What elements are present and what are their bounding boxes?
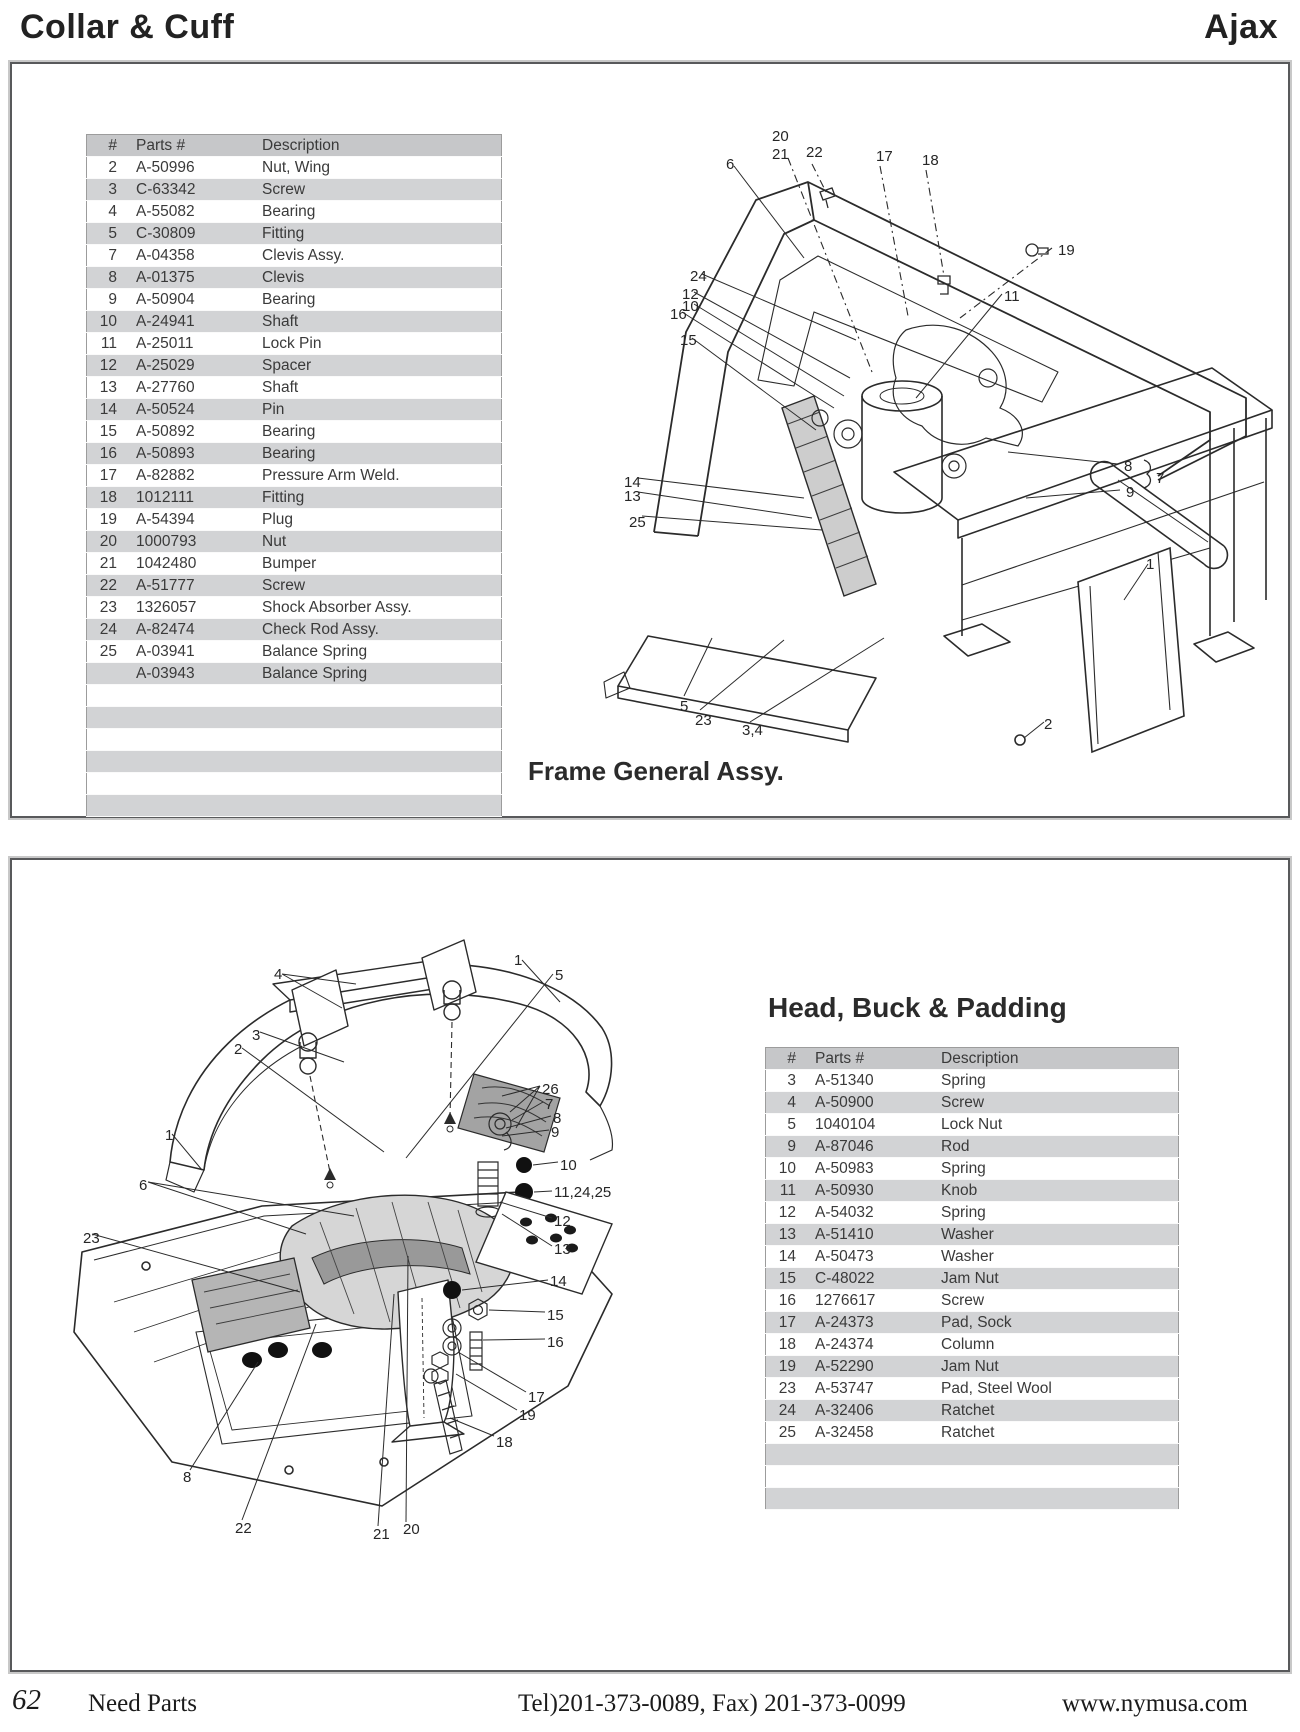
- table-row: 5 1040104 Lock Nut: [766, 1114, 1179, 1136]
- table-row: 19 A-54394 Plug: [87, 509, 502, 531]
- callout-12: 12: [682, 286, 699, 303]
- callout-11: 11: [1004, 288, 1020, 305]
- callout-24: 24: [690, 268, 707, 285]
- callout-21: 21: [772, 146, 789, 163]
- table-row: 15 A-50892 Bearing: [87, 421, 502, 443]
- table-row: 22 A-51777 Screw: [87, 575, 502, 597]
- callout-16: 16: [547, 1334, 564, 1351]
- callout-9: 9: [551, 1124, 560, 1141]
- table-row: 19 A-52290 Jam Nut: [766, 1356, 1179, 1378]
- callout-7: 7: [545, 1096, 554, 1113]
- table-row: 10 A-24941 Shaft: [87, 311, 502, 333]
- callout-18: 18: [922, 152, 939, 169]
- callout-13: 13: [624, 488, 641, 505]
- table-row: 25 A-03941 Balance Spring: [87, 641, 502, 663]
- callout-23: 23: [695, 712, 712, 729]
- callout-23: 23: [83, 1230, 100, 1247]
- page-number: 62: [12, 1684, 41, 1716]
- callout-5: 5: [555, 967, 564, 984]
- head-buck-padding-panel: [10, 858, 1290, 1672]
- callout-16: 16: [670, 306, 687, 323]
- callout-8: 8: [1124, 458, 1133, 475]
- table-header-row: [87, 135, 502, 157]
- empty-row: [766, 1488, 1179, 1510]
- col-number: #: [766, 1048, 802, 1070]
- table-row: 25 A-32458 Ratchet: [766, 1422, 1179, 1444]
- table-row: 23 A-53747 Pad, Steel Wool: [766, 1378, 1179, 1400]
- col-number: #: [87, 135, 123, 157]
- callout-4: 4: [274, 966, 283, 983]
- callout-1: 1: [1146, 556, 1155, 573]
- table-row: 9 A-87046 Rod: [766, 1136, 1179, 1158]
- callout-14: 14: [550, 1273, 567, 1290]
- callout-9: 9: [1126, 484, 1135, 501]
- table-header-row: [766, 1048, 1179, 1070]
- footer-website: www.nymusa.com: [1062, 1690, 1248, 1717]
- table-row: 21 1042480 Bumper: [87, 553, 502, 575]
- callout-19: 19: [1058, 242, 1075, 259]
- callout-10: 10: [682, 298, 699, 315]
- callout-18: 18: [496, 1434, 513, 1451]
- empty-row: [87, 751, 502, 773]
- callout-8: 8: [553, 1110, 562, 1127]
- callout-20: 20: [403, 1521, 420, 1538]
- callout-17: 17: [528, 1389, 545, 1406]
- table-row: 13 A-51410 Washer: [766, 1224, 1179, 1246]
- frame-assembly-panel: [10, 62, 1290, 818]
- callout-26: 26: [542, 1081, 559, 1098]
- head-diagram-art: [54, 862, 694, 1602]
- table-row: 16 1276617 Screw: [766, 1290, 1179, 1312]
- callout-15: 15: [680, 332, 697, 349]
- callout-8: 8: [183, 1469, 192, 1486]
- table-row: 18 A-24374 Column: [766, 1334, 1179, 1356]
- page-title: Collar & Cuff: [20, 8, 235, 46]
- frame-parts-table: [86, 134, 502, 817]
- empty-row: [766, 1466, 1179, 1488]
- empty-row: [87, 795, 502, 817]
- table-row: 15 C-48022 Jam Nut: [766, 1268, 1179, 1290]
- head-diagram: [54, 862, 694, 1602]
- table-row: 3 C-63342 Screw: [87, 179, 502, 201]
- callout-20: 20: [772, 128, 789, 145]
- callout-5: 5: [680, 698, 689, 715]
- callout-17: 17: [876, 148, 893, 165]
- footer-need-parts: Need Parts: [88, 1690, 197, 1717]
- callout-6: 6: [726, 156, 735, 173]
- table-row: 23 1326057 Shock Absorber Assy.: [87, 597, 502, 619]
- callout-22: 22: [806, 144, 823, 161]
- callout-7: 7: [1156, 470, 1165, 487]
- empty-row: [87, 773, 502, 795]
- table-row: 12 A-25029 Spacer: [87, 355, 502, 377]
- callout-22: 22: [235, 1520, 252, 1537]
- table-row: 4 A-50900 Screw: [766, 1092, 1179, 1114]
- table-row: 14 A-50524 Pin: [87, 399, 502, 421]
- table-row: 14 A-50473 Washer: [766, 1246, 1179, 1268]
- callout-1: 1: [514, 952, 523, 969]
- table-row: 13 A-27760 Shaft: [87, 377, 502, 399]
- col-part: Parts #: [122, 135, 248, 157]
- table-row: 11 A-50930 Knob: [766, 1180, 1179, 1202]
- brand-name: Ajax: [1204, 8, 1278, 46]
- table-row: 10 A-50983 Spring: [766, 1158, 1179, 1180]
- table-row: 3 A-51340 Spring: [766, 1070, 1179, 1092]
- empty-row: [766, 1444, 1179, 1466]
- callout-21: 21: [373, 1526, 390, 1543]
- callout-1: 1: [165, 1127, 174, 1144]
- table-row: A-03943 Balance Spring: [87, 663, 502, 685]
- table-row: 12 A-54032 Spring: [766, 1202, 1179, 1224]
- table-row: 24 A-82474 Check Rod Assy.: [87, 619, 502, 641]
- table-row: 11 A-25011 Lock Pin: [87, 333, 502, 355]
- empty-row: [87, 729, 502, 751]
- callout-13: 13: [554, 1241, 571, 1258]
- table-row: 17 A-24373 Pad, Sock: [766, 1312, 1179, 1334]
- empty-row: [87, 707, 502, 729]
- callout-25: 25: [629, 514, 646, 531]
- table-row: 17 A-82882 Pressure Arm Weld.: [87, 465, 502, 487]
- callout-2: 2: [234, 1041, 243, 1058]
- table-row: 4 A-55082 Bearing: [87, 201, 502, 223]
- callout-10: 10: [560, 1157, 577, 1174]
- frame-diagram-caption: Frame General Assy.: [528, 756, 784, 786]
- frame-diagram-art: [558, 80, 1284, 756]
- callout-3: 3: [252, 1027, 261, 1044]
- head-parts-table: [765, 1047, 1179, 1510]
- callout-14: 14: [624, 474, 641, 491]
- table-row: 8 A-01375 Clevis: [87, 267, 502, 289]
- table-row: 7 A-04358 Clevis Assy.: [87, 245, 502, 267]
- table-row: 20 1000793 Nut: [87, 531, 502, 553]
- table-row: 2 A-50996 Nut, Wing: [87, 157, 502, 179]
- head-section-title: Head, Buck & Padding: [768, 992, 1067, 1023]
- callout-6: 6: [139, 1177, 148, 1194]
- table-row: 16 A-50893 Bearing: [87, 443, 502, 465]
- empty-row: [87, 685, 502, 707]
- callout-15: 15: [547, 1307, 564, 1324]
- table-row: 24 A-32406 Ratchet: [766, 1400, 1179, 1422]
- callout-19: 19: [519, 1407, 536, 1424]
- table-row: 5 C-30809 Fitting: [87, 223, 502, 245]
- callout-3,4: 3,4: [742, 722, 763, 739]
- callout-2: 2: [1044, 716, 1053, 733]
- col-description: Description: [927, 1048, 1179, 1070]
- frame-diagram: [558, 80, 1284, 756]
- table-row: 9 A-50904 Bearing: [87, 289, 502, 311]
- col-description: Description: [248, 135, 502, 157]
- col-part: Parts #: [801, 1048, 927, 1070]
- footer-phone: Tel)201-373-0089, Fax) 201-373-0099: [518, 1690, 906, 1717]
- table-row: 18 1012111 Fitting: [87, 487, 502, 509]
- callout-12: 12: [554, 1213, 571, 1230]
- callout-11,24,25: 11,24,25: [554, 1184, 612, 1201]
